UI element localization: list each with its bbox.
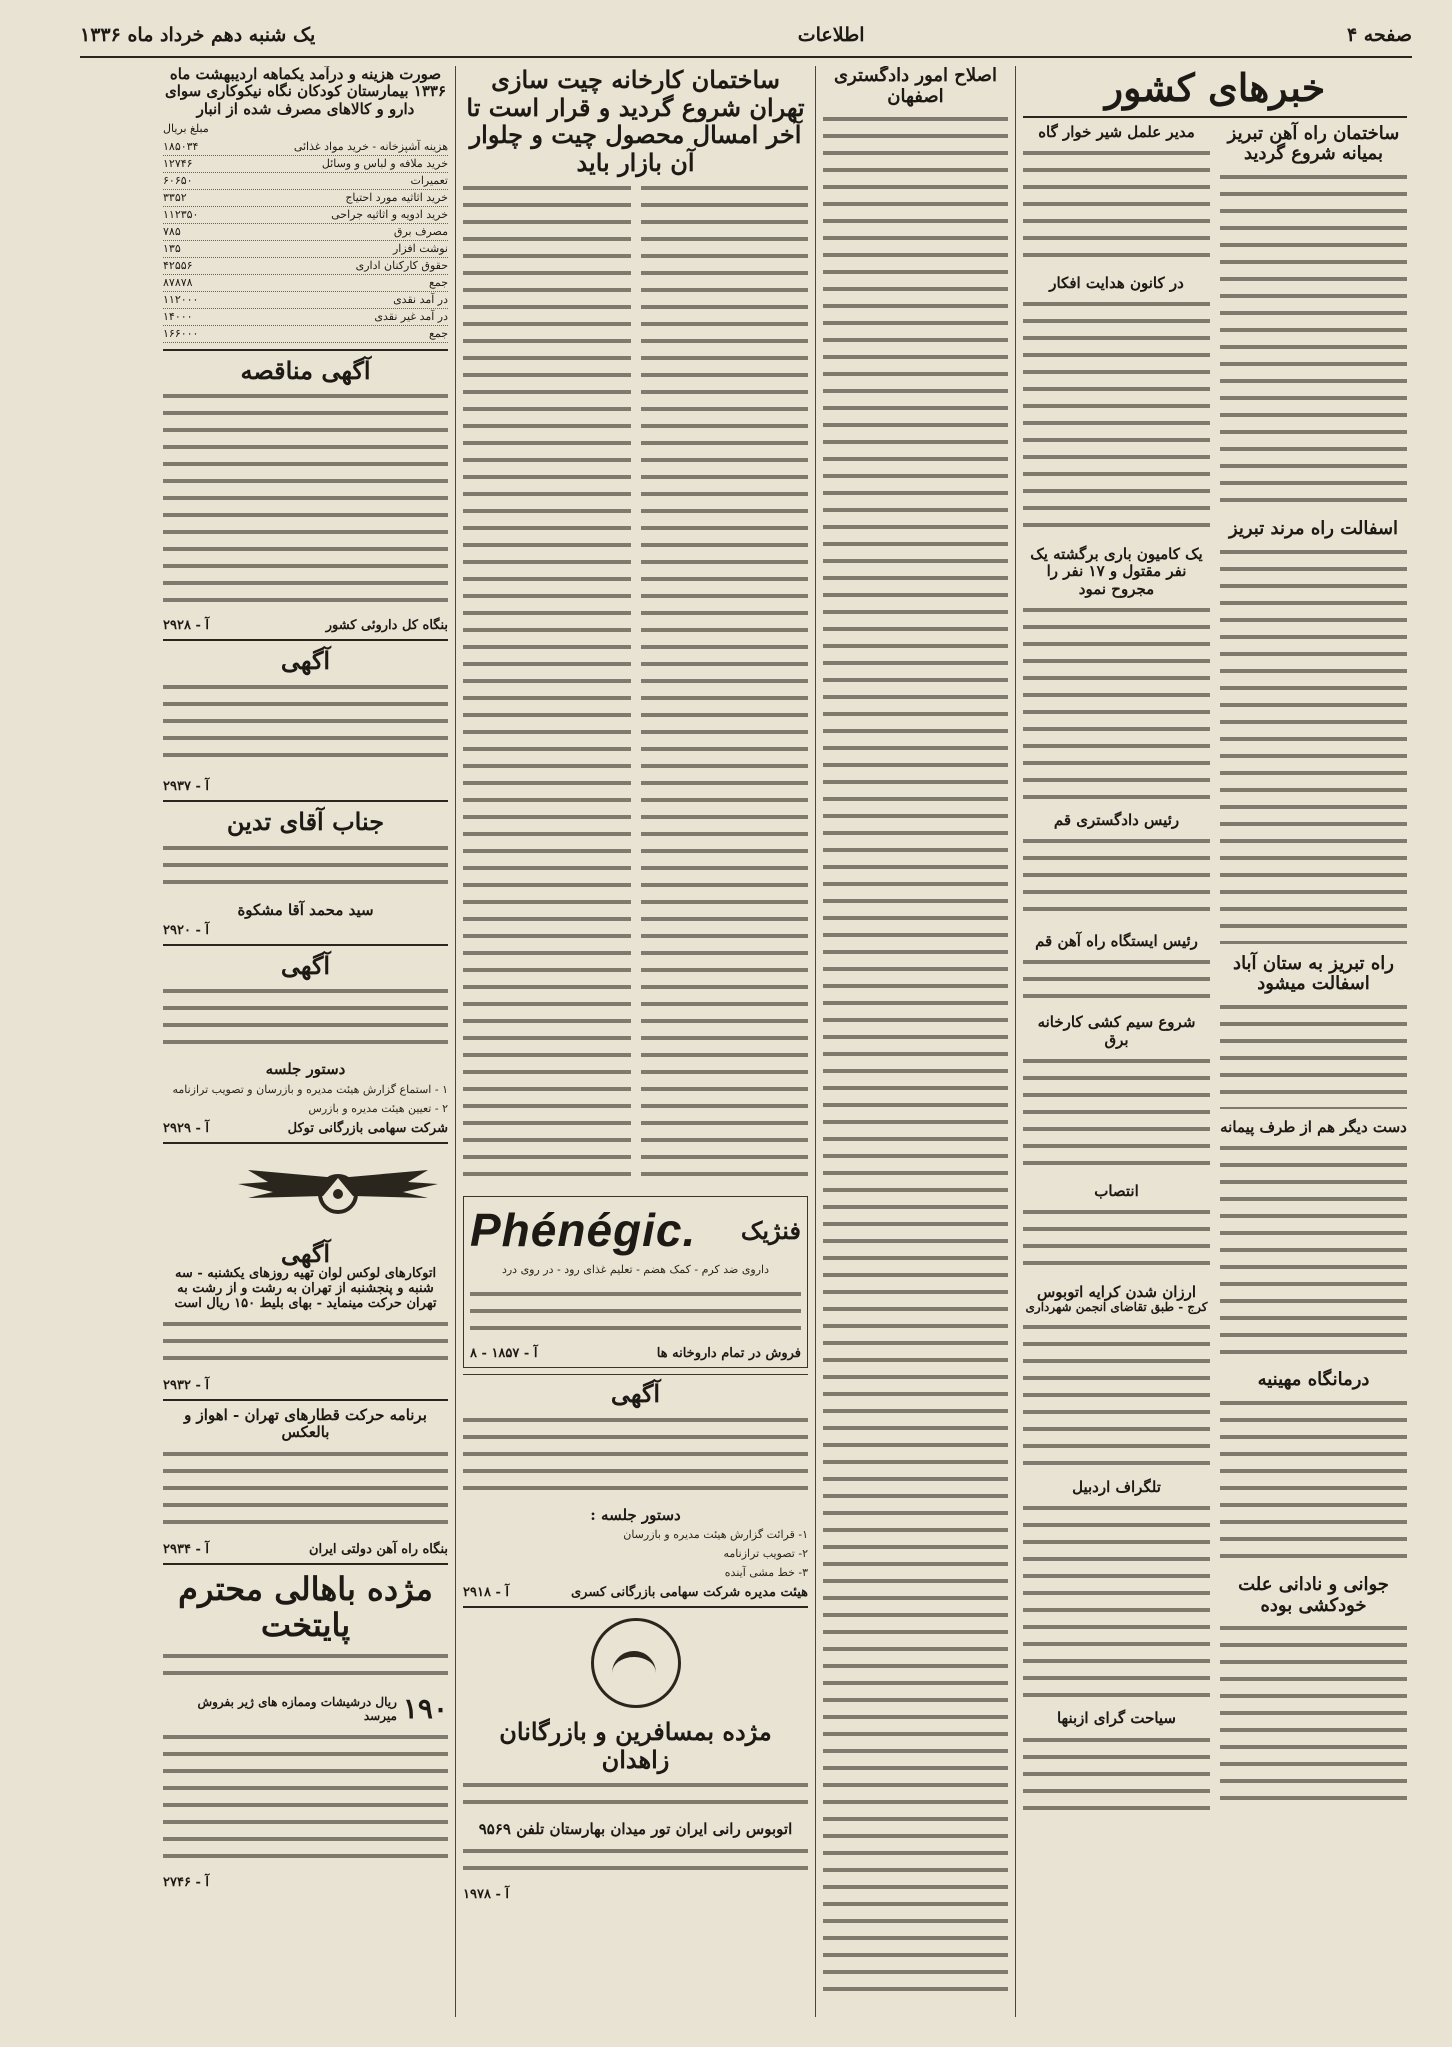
ad-code: آ - ۲۹۱۸ xyxy=(463,1585,509,1601)
ad-title-latin: Phénégic. xyxy=(470,1204,697,1257)
article-body xyxy=(823,111,1008,1991)
ad-footer: فروش در تمام داروخانه ها xyxy=(656,1346,801,1362)
ad-title: مژده باهالی محترم پایتخت xyxy=(178,1569,433,1645)
report-row xyxy=(163,292,448,309)
winged-wheel-logo xyxy=(228,1158,448,1228)
report-row-label: تعمیرات xyxy=(410,173,448,187)
article-subtitle: دست دیگر هم از طرف پیمانه xyxy=(1220,1118,1407,1137)
article-body xyxy=(1023,954,1210,1004)
ad-code: آ - ۲۹۲۸ xyxy=(163,618,209,634)
report-row-label: در آمد نقدی xyxy=(393,292,448,306)
article-title: یک کامیون باری برگشته یک نفر مقتول و ۱۷ نفر را مجروح نمود xyxy=(1030,545,1203,598)
ad-subtitle: دستور جلسه xyxy=(265,1060,346,1079)
ad-signer: بنگاه کل داروئی کشور xyxy=(325,618,448,634)
article-subtitle: کرج - طبق تقاضای انجمن شهرداری xyxy=(1025,1300,1208,1315)
report-row-label: خرید اثاثیه مورد احتیاج xyxy=(345,190,448,204)
report-row-amount: ۱۲۷۴۶ xyxy=(163,156,193,170)
report-row-amount: ۱۸۵۰۳۴ xyxy=(163,139,199,153)
column-justice xyxy=(816,66,1016,2017)
ad-body xyxy=(163,679,448,769)
article-title: در کانون هدایت افکار xyxy=(1049,273,1184,292)
article-body xyxy=(1220,1395,1407,1565)
report-row-label: نوشت افزار xyxy=(392,241,448,255)
ad-code: آ - ۱۹۷۸ xyxy=(463,1886,509,1902)
article-body xyxy=(1220,1140,1407,1360)
article-title: انتصاب xyxy=(1094,1181,1139,1200)
report-row xyxy=(163,207,448,224)
report-row xyxy=(163,173,448,190)
article-title: راه تبریز به ستان آباد اسفالت میشود xyxy=(1233,952,1394,995)
ad-code: آ - ۱۸۵۷ - ۸ xyxy=(470,1346,538,1362)
article-body xyxy=(1220,999,1407,1109)
report-row-label: هزینه آشپزخانه - خرید مواد غذائی xyxy=(293,139,448,153)
article-body xyxy=(1023,1500,1210,1700)
ad-title: آگهی xyxy=(280,1238,331,1268)
column-national-news xyxy=(1016,66,1414,2017)
financial-report xyxy=(163,139,448,343)
ad-title: صورت هزینه و درآمد یکماهه اردیبهشت ماه ۱۳۳۶ بیمارستان کودکان نگاه نیکوکاری سوای دارو و کالاهای مصرف شده از انبار xyxy=(164,66,447,118)
report-row xyxy=(163,139,448,156)
article-body xyxy=(641,180,809,1180)
ad-code: آ - ۲۹۳۲ xyxy=(163,1378,209,1394)
article-title: رئیس ایستگاه راه آهن قم xyxy=(1035,932,1198,951)
ad-phenegic xyxy=(463,1196,808,1368)
article-body xyxy=(1023,145,1210,265)
article-body xyxy=(1023,602,1210,802)
report-row-amount: ۱۱۲۰۰۰ xyxy=(163,292,199,306)
ad-text: داروی ضد کرم - کمک هضم - تعلیم غذای رود - در روی درد xyxy=(501,1263,770,1277)
report-row xyxy=(163,275,448,292)
ad-agenda-item: ۲- تصویب ترازنامه xyxy=(723,1547,808,1561)
ad-signer: سید محمد آقا مشکوة xyxy=(237,900,374,919)
bus-company-logo xyxy=(591,1618,681,1708)
article-body xyxy=(1023,833,1210,923)
article-body xyxy=(1023,1053,1210,1173)
ad-body xyxy=(470,1286,801,1336)
article-title: مدیر علمل شیر خوار گاه xyxy=(1038,122,1195,141)
ad-body xyxy=(163,840,448,892)
article-body xyxy=(463,180,631,1180)
report-row-label: مصرف برق xyxy=(393,224,448,238)
ad-title: آگهی xyxy=(280,950,331,980)
report-row-amount: ۶۰۶۵۰ xyxy=(163,173,193,187)
report-row xyxy=(163,156,448,173)
ad-title: آگهی xyxy=(280,646,331,676)
ad-code: آ - ۲۹۲۹ xyxy=(163,1120,209,1136)
ad-body xyxy=(163,388,448,608)
article-body xyxy=(1220,1620,1407,1800)
ad-code: آ - ۲۹۳۴ xyxy=(163,1541,209,1557)
article-title: شروع سیم کشی کارخانه برق xyxy=(1037,1013,1196,1049)
report-row-label: خرید ادویه و اثاثیه جراحی xyxy=(331,207,448,221)
ad-body xyxy=(463,1843,808,1877)
ad-agenda-item: ۱ - استماع گزارش هیئت مدیره و بازرسان و تصویب ترازنامه xyxy=(172,1082,448,1096)
report-row-label: حقوق کارکنان اداری xyxy=(355,258,448,272)
report-row-label: خرید ملافه و لباس و وسائل xyxy=(321,156,448,170)
ad-title: آگهی xyxy=(610,1379,661,1409)
article-title: اصلاح امور دادگستری اصفهان xyxy=(834,66,997,107)
columns xyxy=(74,66,1414,2017)
ad-title: آگهی مناقصه xyxy=(240,355,371,385)
page-number: صفحه ۴ xyxy=(1346,24,1412,46)
ad-body xyxy=(163,1729,448,1865)
ad-body xyxy=(163,1316,448,1368)
ad-agenda-item: ۲ - تعیین هیئت مدیره و بازرس xyxy=(308,1101,448,1115)
ad-code: آ - ۲۷۴۶ xyxy=(163,1875,209,1891)
article-body xyxy=(1220,169,1407,509)
ad-body xyxy=(163,1648,448,1682)
ad-body xyxy=(163,983,448,1051)
report-row xyxy=(163,241,448,258)
article-title: ساختمان کارخانه چیت سازی تهران شروع گردید و قرار است تا آخر امسال محصول چیت و چلوار آن بازار باید xyxy=(466,66,805,177)
ad-phone: اتوبوس رانی ایران تور میدان بهارستان تلفن ۹۵۶۹ xyxy=(478,1820,793,1839)
article-body xyxy=(1023,296,1210,536)
report-row-amount: ۷۸۵ xyxy=(163,224,181,238)
ad-price-text: ریال درشیشات وممازه های ژیر بفروش میرسد xyxy=(197,1694,397,1723)
report-row-label: در آمد غیر نقدی xyxy=(374,309,448,323)
ad-signer: هیئت مدیره شرکت سهامی بازرگانی کسری xyxy=(570,1585,808,1601)
article-body xyxy=(1220,544,1407,944)
article-body xyxy=(1023,1319,1210,1469)
ad-agenda-item: ۳- خط مشی آینده xyxy=(724,1566,808,1580)
article-body xyxy=(1023,1204,1210,1274)
report-row xyxy=(163,326,448,343)
article-title: اسفالت راه مرند تبریز xyxy=(1228,518,1399,540)
newspaper-name: اطلاعات xyxy=(797,24,865,46)
article-title: سیاحت گرای ازبنها xyxy=(1056,1709,1177,1728)
article-title: جوانی و نادانی علت خودکشی بوده xyxy=(1238,1574,1389,1616)
ad-column-header: مبلغ بریال xyxy=(163,121,209,135)
ad-title: برنامه حرکت قطارهای تهران - اهواز و بالعکس xyxy=(184,1406,427,1442)
report-row xyxy=(163,190,448,207)
report-row-amount: ۴۲۵۵۶ xyxy=(163,258,193,272)
ad-signer: شرکت سهامی بازرگانی توکل xyxy=(287,1120,448,1136)
report-row-amount: ۱۴۰۰۰ xyxy=(163,309,193,323)
article-title: ارزان شدن کرایه اتوبوس xyxy=(1036,1283,1197,1302)
article-title: رئیس دادگستری قم xyxy=(1053,810,1180,829)
report-row xyxy=(163,258,448,275)
ad-signer: بنگاه راه آهن دولتی ایران xyxy=(308,1541,448,1557)
report-row-amount: ۱۶۶۰۰۰ xyxy=(163,326,199,340)
column-ads xyxy=(156,66,456,2017)
ad-code: آ - ۲۹۳۷ xyxy=(163,778,209,794)
article-title: تلگراف اردبیل xyxy=(1072,1478,1161,1497)
ad-subtitle: دستور جلسه : xyxy=(590,1505,681,1524)
report-row xyxy=(163,309,448,326)
issue-date: یک شنبه دهم خرداد ماه ۱۳۳۶ xyxy=(80,24,316,46)
ad-body xyxy=(463,1412,808,1497)
page-header xyxy=(80,14,1412,58)
ad-title: جناب آقای تدین xyxy=(226,806,385,836)
ad-code: آ - ۲۹۲۰ xyxy=(163,922,209,938)
report-row-label: جمع xyxy=(428,326,448,340)
report-row-label: جمع xyxy=(428,275,448,289)
section-title: خبرهای کشور xyxy=(1104,66,1326,110)
ad-price: ۱۹۰ xyxy=(402,1692,448,1726)
ad-title-fa: فنژیک xyxy=(740,1215,801,1245)
ad-text: اتوکارهای لوکس لوان تهیه روزهای یکشنبه - سه شنبه و پنجشنبه از تهران به رشت و از رشت به تهران حرکت مینماید - بهای بلیط ۱۵۰ ریال است xyxy=(174,1266,437,1312)
report-row-amount: ۱۱۲۳۵۰ xyxy=(163,207,199,221)
ad-body xyxy=(163,1446,448,1532)
column-factory xyxy=(456,66,816,2017)
ad-title: مژده بمسافرین و بازرگانان زاهدان xyxy=(499,1717,772,1774)
article-title: ساختمان راه آهن تبریز بمیانه شروع گردید xyxy=(1227,122,1400,165)
article-title: درمانگاه مهینیه xyxy=(1257,1369,1370,1391)
report-row xyxy=(163,224,448,241)
report-row-amount: ۸۷۸۷۸ xyxy=(163,275,193,289)
article-body xyxy=(1023,1732,1210,1812)
ad-agenda-item: ۱- قرائت گزارش هیئت مدیره و بازرسان xyxy=(623,1528,808,1542)
ad-body xyxy=(463,1777,808,1811)
report-row-amount: ۳۳۵۲ xyxy=(163,190,187,204)
report-row-amount: ۱۳۵ xyxy=(163,241,181,255)
